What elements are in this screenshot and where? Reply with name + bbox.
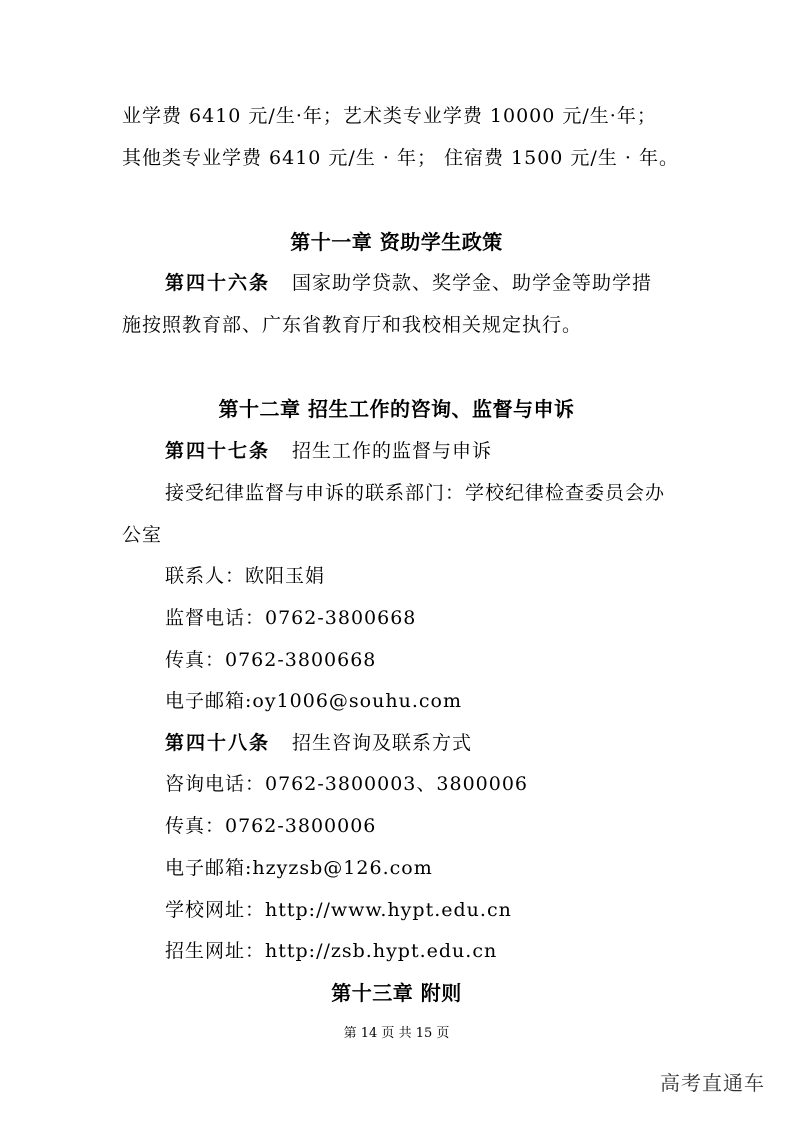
consultation-fax: 传真：0762-3800006 bbox=[165, 815, 377, 837]
article-46-continuation: 施按照教育部、广东省教育厅和我校相关规定执行。 bbox=[122, 314, 583, 336]
complaint-dept-line-2: 公室 bbox=[122, 524, 163, 546]
consultation-email: 电子邮箱:hzyzsb@126.com bbox=[165, 857, 433, 879]
article-48 bbox=[165, 731, 472, 755]
supervision-phone: 监督电话：0762-3800668 bbox=[165, 607, 417, 629]
supervision-email: 电子邮箱:oy1006@souhu.com bbox=[165, 690, 462, 712]
article-48-label: 第四十八条 bbox=[165, 732, 271, 754]
contact-person: 联系人：欧阳玉娟 bbox=[165, 565, 326, 587]
complaint-dept-line-1: 接受纪律监督与申诉的联系部门：学校纪律检查委员会办 bbox=[165, 482, 666, 504]
article-46-text: 国家助学贷款、奖学金、助学金等助学措 bbox=[292, 272, 653, 294]
page-number-footer: 第 14 页 共 15 页 bbox=[343, 1026, 450, 1041]
supervision-fax: 传真：0762-3800668 bbox=[165, 649, 377, 671]
article-47-label: 第四十七条 bbox=[165, 440, 271, 462]
fee-line-1: 业学费 6410 元/生·年；艺术类专业学费 10000 元/生·年； bbox=[122, 105, 657, 127]
article-46 bbox=[165, 271, 652, 295]
school-website: 学校网址：http://www.hypt.edu.cn bbox=[165, 899, 512, 921]
article-47 bbox=[165, 439, 492, 463]
article-48-text: 招生咨询及联系方式 bbox=[292, 732, 473, 754]
admission-website: 招生网址：http://zsb.hypt.edu.cn bbox=[165, 940, 498, 962]
article-46-label: 第四十六条 bbox=[165, 272, 271, 294]
consultation-phone: 咨询电话：0762-3800003、3800006 bbox=[165, 773, 529, 795]
article-47-text: 招生工作的监督与申诉 bbox=[292, 440, 493, 462]
chapter-11-title: 第十一章 资助学生政策 bbox=[290, 230, 503, 254]
watermark-logo-text: 高考直通车 bbox=[660, 1071, 765, 1095]
chapter-12-title: 第十二章 招生工作的咨询、监督与申诉 bbox=[218, 397, 575, 421]
fee-line-2: 其他类专业学费 6410 元/生 · 年； 住宿费 1500 元/生 · 年。 bbox=[122, 147, 679, 169]
chapter-13-title: 第十三章 附则 bbox=[331, 981, 462, 1005]
